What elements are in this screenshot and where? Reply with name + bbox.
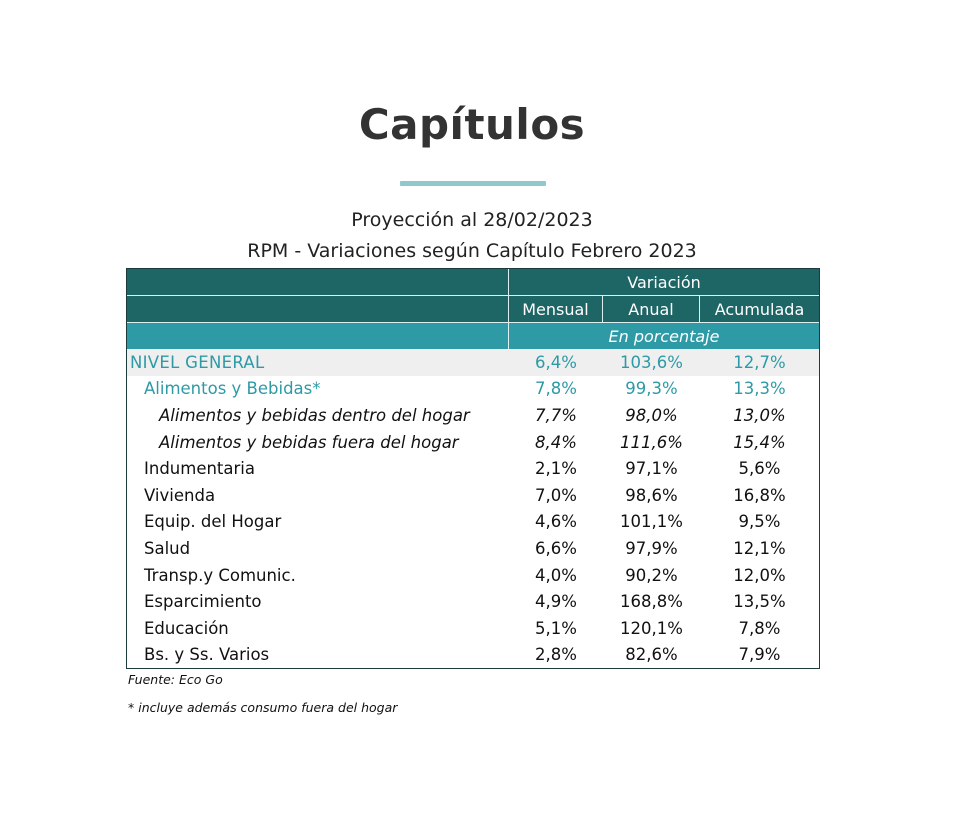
- cell-mensual: 6,6%: [535, 538, 577, 558]
- row-label: Alimentos y bebidas fuera del hogar: [159, 432, 459, 452]
- cell-acumulada: 16,8%: [733, 485, 786, 505]
- row-label: Salud: [144, 538, 191, 558]
- column-header-mensual: Mensual: [509, 296, 603, 322]
- row-label: Alimentos y Bebidas*: [144, 379, 321, 399]
- row-label: Transp.y Comunic.: [144, 565, 296, 585]
- title-underline: [400, 181, 546, 186]
- row-label: Indumentaria: [144, 459, 255, 479]
- table-row-vivienda: [127, 482, 819, 509]
- cell-acumulada: 13,5%: [733, 592, 786, 612]
- cell-mensual: 7,7%: [535, 405, 577, 425]
- cell-acumulada: 9,5%: [738, 512, 781, 532]
- row-label: Equip. del Hogar: [144, 512, 282, 532]
- cell-mensual: 5,1%: [535, 618, 577, 638]
- table-row-salud: [127, 535, 819, 562]
- header-row-group: [127, 269, 819, 296]
- cell-mensual: 6,4%: [535, 352, 577, 372]
- column-header-acumulada: Acumulada: [700, 296, 819, 322]
- table-row-alimentos-fuera-hogar: [127, 429, 819, 456]
- cell-anual: 168,8%: [620, 592, 683, 612]
- variations-table: [126, 268, 820, 669]
- cell-acumulada: 7,9%: [738, 645, 781, 665]
- row-label: Bs. y Ss. Varios: [144, 645, 270, 665]
- header-en-porcentaje: En porcentaje: [509, 323, 819, 349]
- table-row-nivel-general: [127, 349, 819, 376]
- table-row-esparcimiento: [127, 588, 819, 615]
- row-label: Vivienda: [144, 485, 216, 505]
- cell-acumulada: 12,7%: [733, 352, 786, 372]
- cell-anual: 90,2%: [625, 565, 678, 585]
- header-variacion: Variación: [509, 269, 819, 295]
- table-row-indumentaria: [127, 455, 819, 482]
- cell-mensual: 7,0%: [535, 485, 577, 505]
- header-row-unit: [127, 323, 819, 349]
- subtitle-projection: Proyección al 28/02/2023: [351, 209, 593, 231]
- header-row-columns: [127, 296, 819, 323]
- cell-mensual: 4,6%: [535, 512, 577, 532]
- table-row-transp-comunic: [127, 562, 819, 589]
- cell-mensual: 7,8%: [535, 379, 577, 399]
- row-label: Educación: [144, 618, 229, 638]
- cell-acumulada: 12,0%: [733, 565, 786, 585]
- cell-acumulada: 5,6%: [738, 459, 781, 479]
- cell-mensual: 4,9%: [535, 592, 577, 612]
- column-header-anual: Anual: [603, 296, 700, 322]
- cell-anual: 101,1%: [620, 512, 683, 532]
- cell-anual: 99,3%: [625, 379, 678, 399]
- row-label: Alimentos y bebidas dentro del hogar: [159, 405, 470, 425]
- table-row-alimentos-dentro-hogar: [127, 402, 819, 429]
- footnote: * incluye además consumo fuera del hogar: [128, 700, 398, 715]
- table-row-educacion: [127, 615, 819, 642]
- source-note: Fuente: Eco Go: [128, 672, 223, 687]
- cell-anual: 97,1%: [625, 459, 678, 479]
- cell-anual: 103,6%: [620, 352, 683, 372]
- cell-mensual: 2,8%: [535, 645, 577, 665]
- cell-anual: 97,9%: [625, 538, 678, 558]
- cell-acumulada: 13,0%: [733, 405, 786, 425]
- cell-mensual: 2,1%: [535, 459, 577, 479]
- header-empty-cell: [127, 323, 509, 349]
- page-title: Capítulos: [358, 100, 586, 149]
- cell-anual: 98,6%: [625, 485, 678, 505]
- table-row-alimentos-bebidas: [127, 376, 819, 403]
- cell-acumulada: 7,8%: [738, 618, 781, 638]
- cell-anual: 98,0%: [625, 405, 678, 425]
- cell-mensual: 8,4%: [535, 432, 577, 452]
- header-empty-cell: [127, 296, 509, 322]
- subtitle-table-title: RPM - Variaciones según Capítulo Febrero 2023: [247, 240, 697, 262]
- cell-acumulada: 15,4%: [733, 432, 786, 452]
- cell-anual: 120,1%: [620, 618, 683, 638]
- cell-mensual: 4,0%: [535, 565, 577, 585]
- table-row-bs-ss-varios: [127, 642, 819, 669]
- cell-anual: 82,6%: [625, 645, 678, 665]
- cell-anual: 111,6%: [620, 432, 683, 452]
- table-row-equip-hogar: [127, 509, 819, 536]
- header-empty-cell: [127, 269, 509, 295]
- cell-acumulada: 12,1%: [733, 538, 786, 558]
- row-label: Esparcimiento: [144, 592, 262, 612]
- row-label: NIVEL GENERAL: [130, 352, 265, 372]
- cell-acumulada: 13,3%: [733, 379, 786, 399]
